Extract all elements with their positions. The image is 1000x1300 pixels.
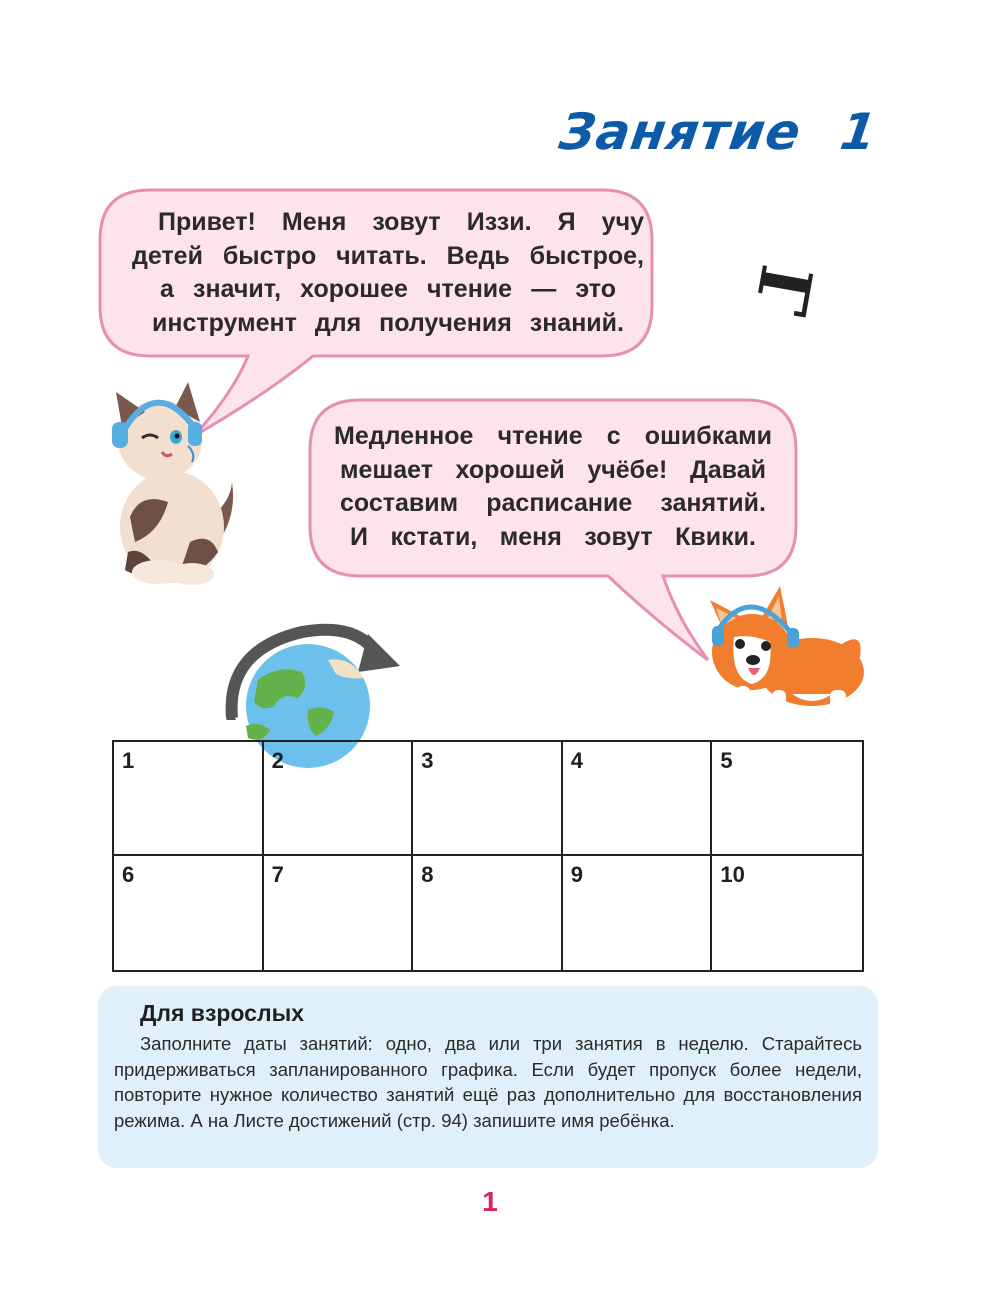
izzy-line-1: Привет! Меня зовут Иззи. Я учу — [158, 208, 644, 236]
rotated-letter: Г — [738, 259, 829, 322]
quicky-line-4: И кстати, меня зовут Квики. — [350, 522, 756, 551]
speech-bubble-izzy-text — [132, 206, 644, 340]
lesson-number: 1 — [836, 103, 881, 161]
quicky-line-3: составим расписание занятий. — [340, 489, 766, 517]
schedule-cell-3[interactable]: 3 — [413, 742, 563, 856]
schedule-cell-6[interactable]: 6 — [114, 856, 264, 970]
izzy-line-2: детей быстро читать. Ведь быстрое, — [132, 241, 644, 270]
cat-icon — [100, 382, 245, 587]
page-number: 1 — [482, 1186, 498, 1217]
corgi-icon — [692, 582, 872, 730]
speech-bubble-quicky-text — [334, 420, 772, 554]
schedule-cell-2[interactable]: 2 — [264, 742, 414, 856]
schedule-cell-5[interactable]: 5 — [712, 742, 862, 856]
schedule-cell-8[interactable]: 8 — [413, 856, 563, 970]
adults-note-heading: Для взрослых — [140, 1000, 305, 1026]
schedule-grid — [112, 740, 864, 972]
schedule-cell-10[interactable]: 10 — [720, 862, 745, 887]
schedule-cell-1[interactable]: 1 — [114, 742, 264, 856]
quicky-line-1: Медленное чтение с ошибками — [334, 422, 772, 450]
lesson-title — [556, 103, 884, 161]
izzy-line-4: инструмент для получения знаний. — [152, 308, 624, 337]
schedule-cell-4[interactable]: 4 — [563, 742, 713, 856]
schedule-cell-7[interactable]: 7 — [264, 856, 414, 970]
izzy-line-3: а значит, хорошее чтение — это — [160, 275, 616, 303]
lesson-title-word: Занятие — [555, 103, 805, 161]
quicky-line-2: мешает хорошей учёбе! Давай — [340, 455, 766, 484]
adults-note — [98, 986, 878, 1168]
globe-icon — [218, 620, 402, 744]
adults-note-text: Заполните даты занятий: одно, два или три занятия в неделю. Старайтесь придерживаться запланированного графика. Если будет пропуск более недели, повторите нужное количество занятий ещё раз дополнительно для восстановления режима. А на Листе достижений (стр. 94) запишите имя ребёнка. — [114, 1033, 862, 1131]
schedule-cell-9[interactable]: 9 — [563, 856, 713, 970]
